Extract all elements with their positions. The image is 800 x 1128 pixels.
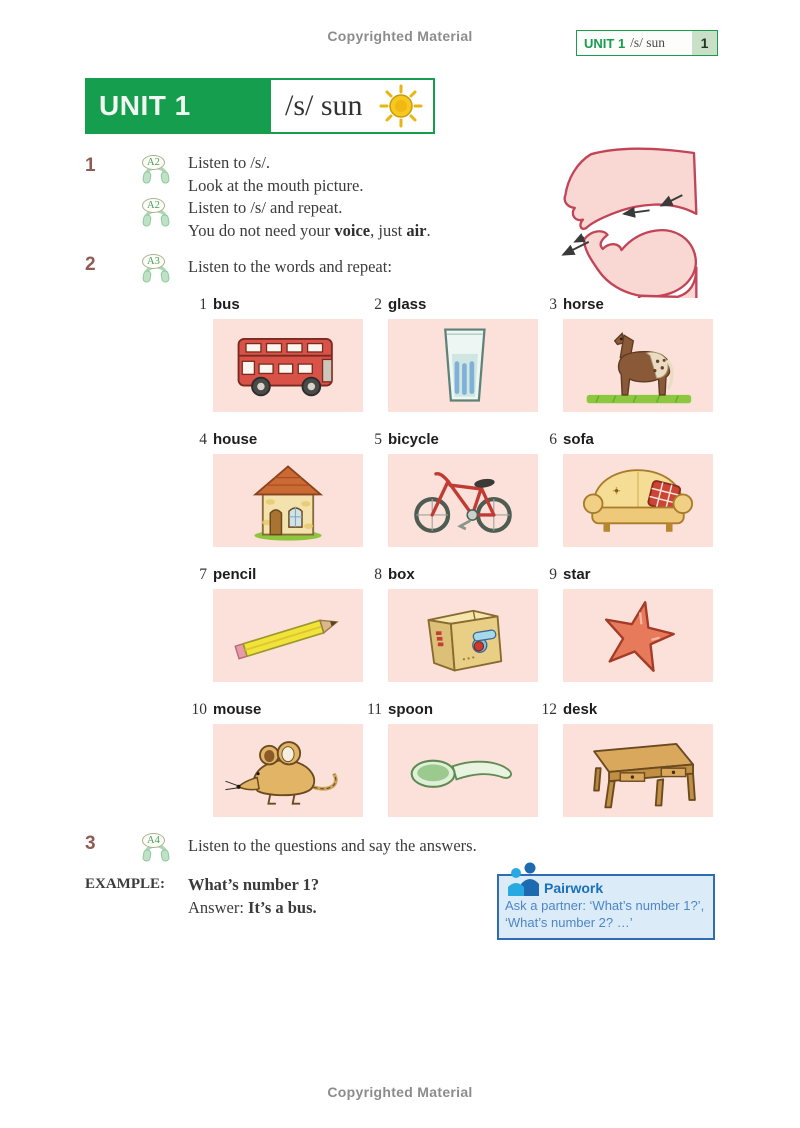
- item-number: 12: [541, 701, 557, 718]
- picture-box: [563, 319, 713, 412]
- grid-cell-star: [549, 566, 713, 682]
- picture-box: [563, 589, 713, 682]
- star-icon: [568, 592, 708, 679]
- grid-cell-bicycle: [374, 431, 538, 547]
- desk-icon: [568, 727, 708, 814]
- picture-box: [388, 454, 538, 547]
- item-word: desk: [563, 701, 598, 718]
- section-2-number: 2: [85, 254, 96, 275]
- item-word: box: [388, 566, 415, 583]
- sun-icon: [379, 84, 423, 128]
- picture-box: [563, 454, 713, 547]
- item-word: mouse: [213, 701, 262, 718]
- item-word: sofa: [563, 431, 594, 448]
- pairwork-line-1: Ask a partner: ‘What’s number 1?’,: [505, 898, 705, 913]
- grid-cell-box: [374, 566, 538, 682]
- pairwork-people-icon: [505, 862, 545, 896]
- copyright-notice-top: Copyrighted Material: [327, 28, 473, 44]
- section-2-instruction: Listen to the words and repeat:: [188, 257, 392, 276]
- page-corner-tab: [576, 30, 718, 56]
- grid-cell-sofa: [549, 431, 713, 547]
- grid-cell-mouse: [191, 701, 363, 817]
- audio-track-label: A2: [142, 155, 165, 170]
- example-label: EXAMPLE:: [85, 876, 165, 892]
- item-number: 1: [199, 296, 207, 313]
- picture-box: [213, 454, 363, 547]
- box-icon: [393, 592, 533, 679]
- pairwork-box: [497, 874, 715, 940]
- grid-cell-house: [199, 431, 363, 547]
- pairwork-title: Pairwork: [544, 880, 604, 896]
- audio-track-icon-a4: [141, 834, 173, 864]
- grid-cell-desk: [541, 701, 713, 817]
- audio-track-icon-a3: [141, 255, 173, 285]
- picture-box: [388, 589, 538, 682]
- item-number: 4: [199, 431, 207, 448]
- bicycle-icon: [393, 457, 533, 544]
- pairwork-line-2: ‘What’s number 2? …’: [505, 915, 633, 930]
- grid-cell-pencil: [199, 566, 363, 682]
- item-number: 5: [374, 431, 382, 448]
- instruction-line: Look at the mouth picture.: [188, 175, 364, 195]
- grid-cell-spoon: [367, 701, 538, 817]
- instruction-line: Listen to /s/ and repeat.: [188, 198, 343, 217]
- spoon-icon: [393, 727, 533, 814]
- picture-box: [388, 319, 538, 412]
- unit-banner-phoneme: /s/ sun: [271, 80, 433, 132]
- item-number: 3: [549, 296, 557, 313]
- audio-track-label: A3: [142, 254, 165, 269]
- audio-track-icon-a2-second: [141, 199, 173, 229]
- item-word: bus: [213, 296, 240, 313]
- sofa-icon: [568, 457, 708, 544]
- section-1-instructions: [188, 152, 431, 242]
- grid-cell-horse: [549, 296, 713, 412]
- grid-cell-bus: [199, 296, 363, 412]
- audio-track-label: A4: [142, 833, 165, 848]
- instruction-line: You do not need your voice, just air.: [188, 220, 431, 240]
- picture-box: [388, 724, 538, 817]
- grid-cell-glass: [374, 296, 538, 412]
- item-word: pencil: [213, 566, 257, 583]
- item-number: 2: [374, 296, 382, 313]
- picture-box: [213, 724, 363, 817]
- example-text: [188, 874, 319, 919]
- page-number: 1: [692, 31, 717, 55]
- item-number: 6: [549, 431, 557, 448]
- item-number: 11: [367, 701, 382, 718]
- picture-box: [213, 589, 363, 682]
- instruction-line: Listen to /s/.: [188, 153, 271, 172]
- item-word: star: [563, 566, 591, 583]
- example-question: What’s number 1?: [188, 875, 320, 894]
- section-3-instruction: Listen to the questions and say the answers.: [188, 836, 477, 855]
- corner-unit-label: UNIT 1: [584, 35, 626, 51]
- item-number: 8: [374, 566, 382, 583]
- mouse-icon: [218, 727, 358, 814]
- picture-box: [563, 724, 713, 817]
- section-3-number: 3: [85, 833, 96, 854]
- item-number: 7: [199, 566, 207, 583]
- item-word: spoon: [388, 701, 433, 718]
- item-word: bicycle: [388, 431, 439, 448]
- copyright-notice-bottom: Copyrighted Material: [327, 1084, 473, 1100]
- unit-banner: [85, 78, 435, 134]
- item-word: glass: [388, 296, 427, 313]
- mouth-diagram: [518, 146, 718, 298]
- item-number: 9: [549, 566, 557, 583]
- house-icon: [218, 457, 358, 544]
- horse-icon: [568, 322, 708, 409]
- picture-box: [213, 319, 363, 412]
- audio-track-label: A2: [142, 198, 165, 213]
- audio-track-icon-a2-first: [141, 156, 173, 186]
- example-answer-prefix: Answer:: [188, 897, 249, 917]
- glass-icon: [393, 322, 533, 409]
- item-number: 10: [191, 701, 207, 718]
- item-word: house: [213, 431, 258, 448]
- corner-phoneme-label: /s/ sun: [630, 35, 666, 50]
- pencil-icon: [218, 592, 358, 679]
- unit-banner-title: UNIT 1: [87, 80, 271, 132]
- example-answer: It’s a bus.: [248, 897, 317, 917]
- section-1-number: 1: [85, 155, 96, 176]
- bus-icon: [218, 322, 358, 409]
- item-word: horse: [563, 296, 604, 313]
